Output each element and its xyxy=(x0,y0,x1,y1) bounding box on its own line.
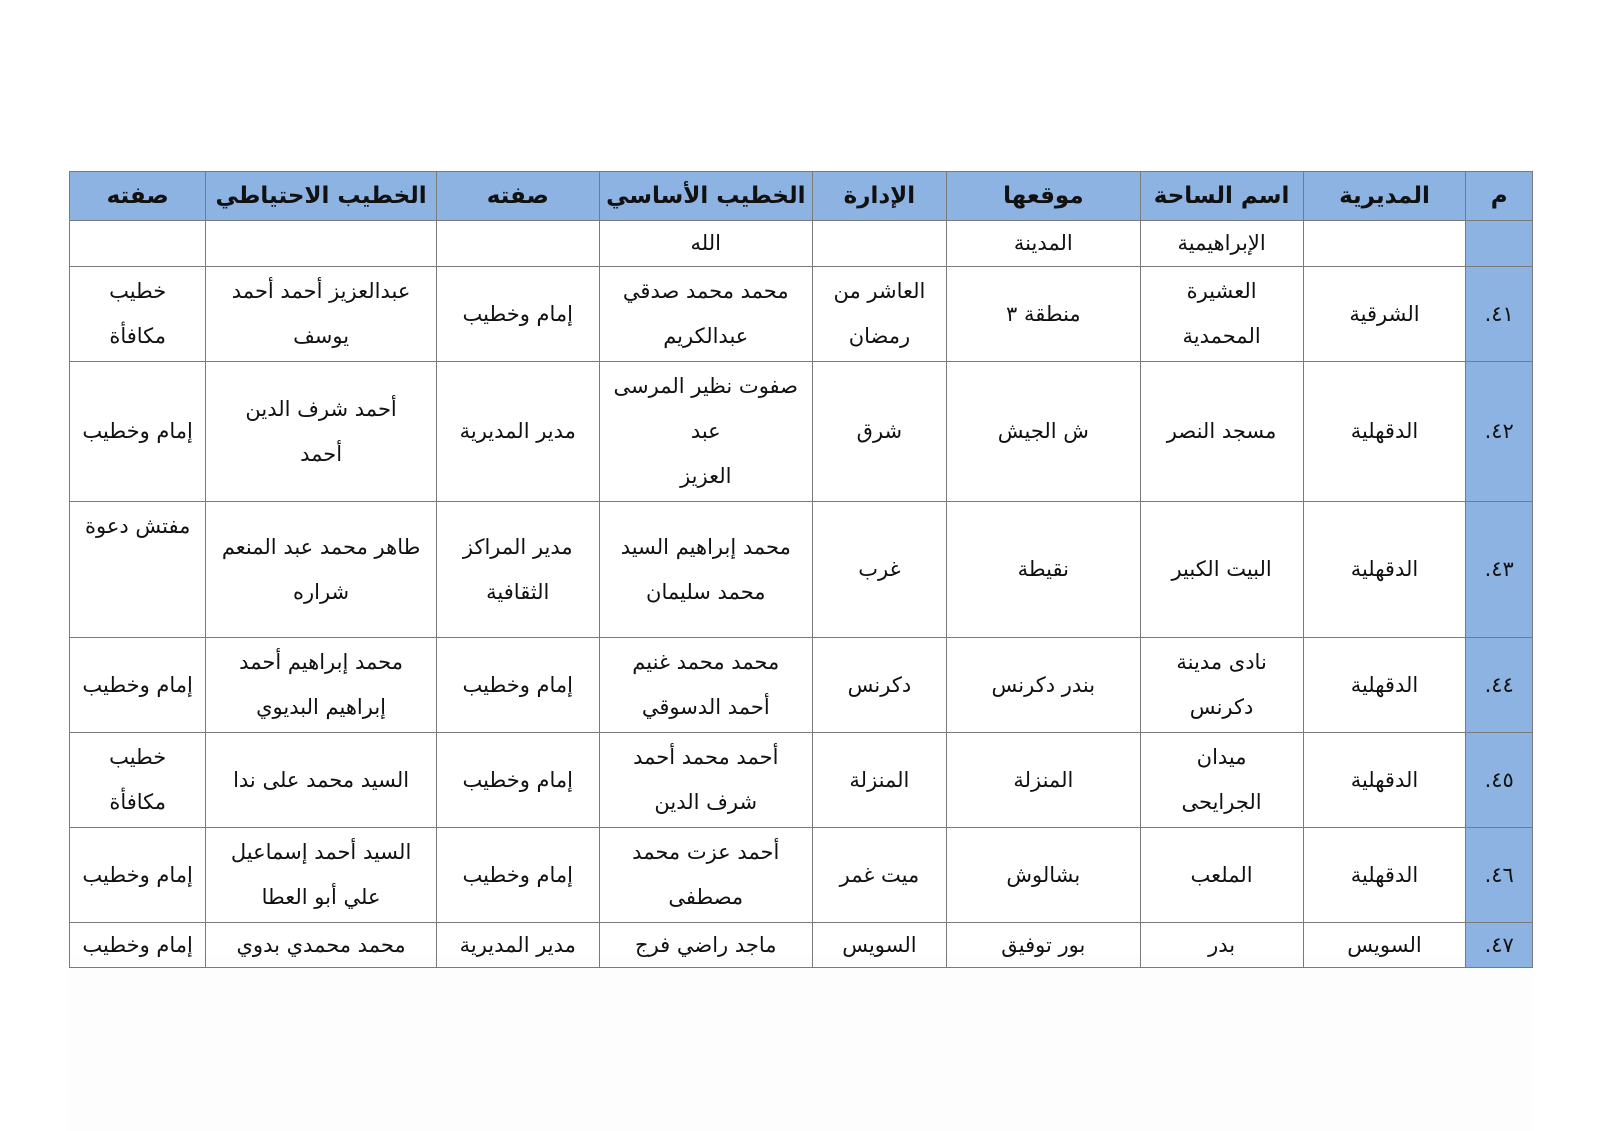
cell-directorate: الدقهلية xyxy=(1303,638,1466,733)
cell-backup-preacher: عبدالعزيز أحمد أحمد يوسف xyxy=(206,267,437,362)
cell-backup-preacher: محمد إبراهيم أحمد إبراهيم البديوي xyxy=(206,638,437,733)
cell-main-preacher-title xyxy=(436,221,599,267)
cell-location: المنزلة xyxy=(947,733,1141,828)
table-row xyxy=(70,502,1533,638)
header-administration: الإدارة xyxy=(812,172,946,221)
header-main-preacher: الخطيب الأساسي xyxy=(599,172,812,221)
cell-backup-preacher: محمد محمدي بدوي xyxy=(206,923,437,968)
table-header-row xyxy=(70,172,1533,221)
cell-main-preacher: أحمد عزت محمد مصطفى xyxy=(599,828,812,923)
cell-main-preacher-title: إمام وخطيب xyxy=(436,638,599,733)
header-backup-preacher-title: صفته xyxy=(70,172,206,221)
cell-main-preacher: أحمد محمد أحمد شرف الدين xyxy=(599,733,812,828)
cell-administration: العاشر من رمضان xyxy=(812,267,946,362)
cell-backup-preacher: أحمد شرف الدين أحمد xyxy=(206,362,437,502)
cell-main-preacher-title: إمام وخطيب xyxy=(436,828,599,923)
cell-main-preacher-title: إمام وخطيب xyxy=(436,733,599,828)
cell-square-name: الملعب xyxy=(1140,828,1303,923)
preachers-table xyxy=(69,171,1533,968)
table-row xyxy=(70,267,1533,362)
cell-main-preacher-title: مدير المراكز الثقافية xyxy=(436,502,599,638)
cell-administration: شرق xyxy=(812,362,946,502)
header-directorate: المديرية xyxy=(1303,172,1466,221)
header-backup-preacher: الخطيب الاحتياطي xyxy=(206,172,437,221)
cell-main-preacher-title: مدير المديرية xyxy=(436,362,599,502)
cell-main-preacher: صفوت نظير المرسى عبد العزيز xyxy=(599,362,812,502)
cell-main-preacher: محمد محمد صدقي عبدالكريم xyxy=(599,267,812,362)
cell-main-preacher: ماجد راضي فرج xyxy=(599,923,812,968)
cell-backup-preacher-title xyxy=(70,221,206,267)
header-location: موقعها xyxy=(947,172,1141,221)
cell-backup-preacher: السيد أحمد إسماعيل علي أبو العطا xyxy=(206,828,437,923)
header-main-preacher-title: صفته xyxy=(436,172,599,221)
cell-location: منطقة ٣ xyxy=(947,267,1141,362)
cell-location: المدينة xyxy=(947,221,1141,267)
cell-administration: دكرنس xyxy=(812,638,946,733)
cell-backup-preacher-title: خطيب مكافأة xyxy=(70,267,206,362)
page-bottom-area xyxy=(68,955,1532,1131)
table-row xyxy=(70,638,1533,733)
cell-backup-preacher-title: إمام وخطيب xyxy=(70,923,206,968)
cell-square-name: نادى مدينة دكرنس xyxy=(1140,638,1303,733)
cell-location: بور توفيق xyxy=(947,923,1141,968)
cell-index: ٤٥. xyxy=(1466,733,1533,828)
table-row xyxy=(70,221,1533,267)
cell-index: ٤٤. xyxy=(1466,638,1533,733)
cell-location: بندر دكرنس xyxy=(947,638,1141,733)
cell-backup-preacher-title: إمام وخطيب xyxy=(70,362,206,502)
cell-index: ٤٢. xyxy=(1466,362,1533,502)
cell-administration xyxy=(812,221,946,267)
cell-administration: السويس xyxy=(812,923,946,968)
cell-index: ٤١. xyxy=(1466,267,1533,362)
cell-backup-preacher-title: إمام وخطيب xyxy=(70,638,206,733)
cell-index: ٤٧. xyxy=(1466,923,1533,968)
cell-location: ش الجيش xyxy=(947,362,1141,502)
table-row xyxy=(70,733,1533,828)
cell-index: ٤٦. xyxy=(1466,828,1533,923)
cell-directorate xyxy=(1303,221,1466,267)
cell-square-name: بدر xyxy=(1140,923,1303,968)
cell-square-name: البيت الكبير xyxy=(1140,502,1303,638)
cell-backup-preacher-title: مفتش دعوة xyxy=(70,502,206,638)
cell-directorate: الدقهلية xyxy=(1303,733,1466,828)
cell-main-preacher-title: إمام وخطيب xyxy=(436,267,599,362)
cell-backup-preacher xyxy=(206,221,437,267)
cell-backup-preacher-title: خطيب مكافأة xyxy=(70,733,206,828)
cell-administration: المنزلة xyxy=(812,733,946,828)
cell-main-preacher: محمد محمد غنيم أحمد الدسوقي xyxy=(599,638,812,733)
cell-directorate: الدقهلية xyxy=(1303,362,1466,502)
table-row xyxy=(70,923,1533,968)
cell-directorate: الدقهلية xyxy=(1303,502,1466,638)
cell-main-preacher: الله xyxy=(599,221,812,267)
cell-backup-preacher: السيد محمد على ندا xyxy=(206,733,437,828)
preachers-table-container xyxy=(69,171,1533,968)
header-index: م xyxy=(1466,172,1533,221)
table-row xyxy=(70,362,1533,502)
table-row xyxy=(70,828,1533,923)
cell-main-preacher: محمد إبراهيم السيد محمد سليمان xyxy=(599,502,812,638)
cell-backup-preacher: طاهر محمد عبد المنعم شراره xyxy=(206,502,437,638)
cell-index: ٤٣. xyxy=(1466,502,1533,638)
cell-square-name: الإبراهيمية xyxy=(1140,221,1303,267)
cell-directorate: الدقهلية xyxy=(1303,828,1466,923)
cell-index xyxy=(1466,221,1533,267)
cell-administration: ميت غمر xyxy=(812,828,946,923)
cell-square-name: مسجد النصر xyxy=(1140,362,1303,502)
cell-backup-preacher-title: إمام وخطيب xyxy=(70,828,206,923)
cell-location: بشالوش xyxy=(947,828,1141,923)
cell-administration: غرب xyxy=(812,502,946,638)
cell-square-name: ميدان الجرايحى xyxy=(1140,733,1303,828)
cell-square-name: العشيرة المحمدية xyxy=(1140,267,1303,362)
header-square-name: اسم الساحة xyxy=(1140,172,1303,221)
cell-location: نقيطة xyxy=(947,502,1141,638)
cell-directorate: السويس xyxy=(1303,923,1466,968)
cell-main-preacher-title: مدير المديرية xyxy=(436,923,599,968)
cell-directorate: الشرقية xyxy=(1303,267,1466,362)
